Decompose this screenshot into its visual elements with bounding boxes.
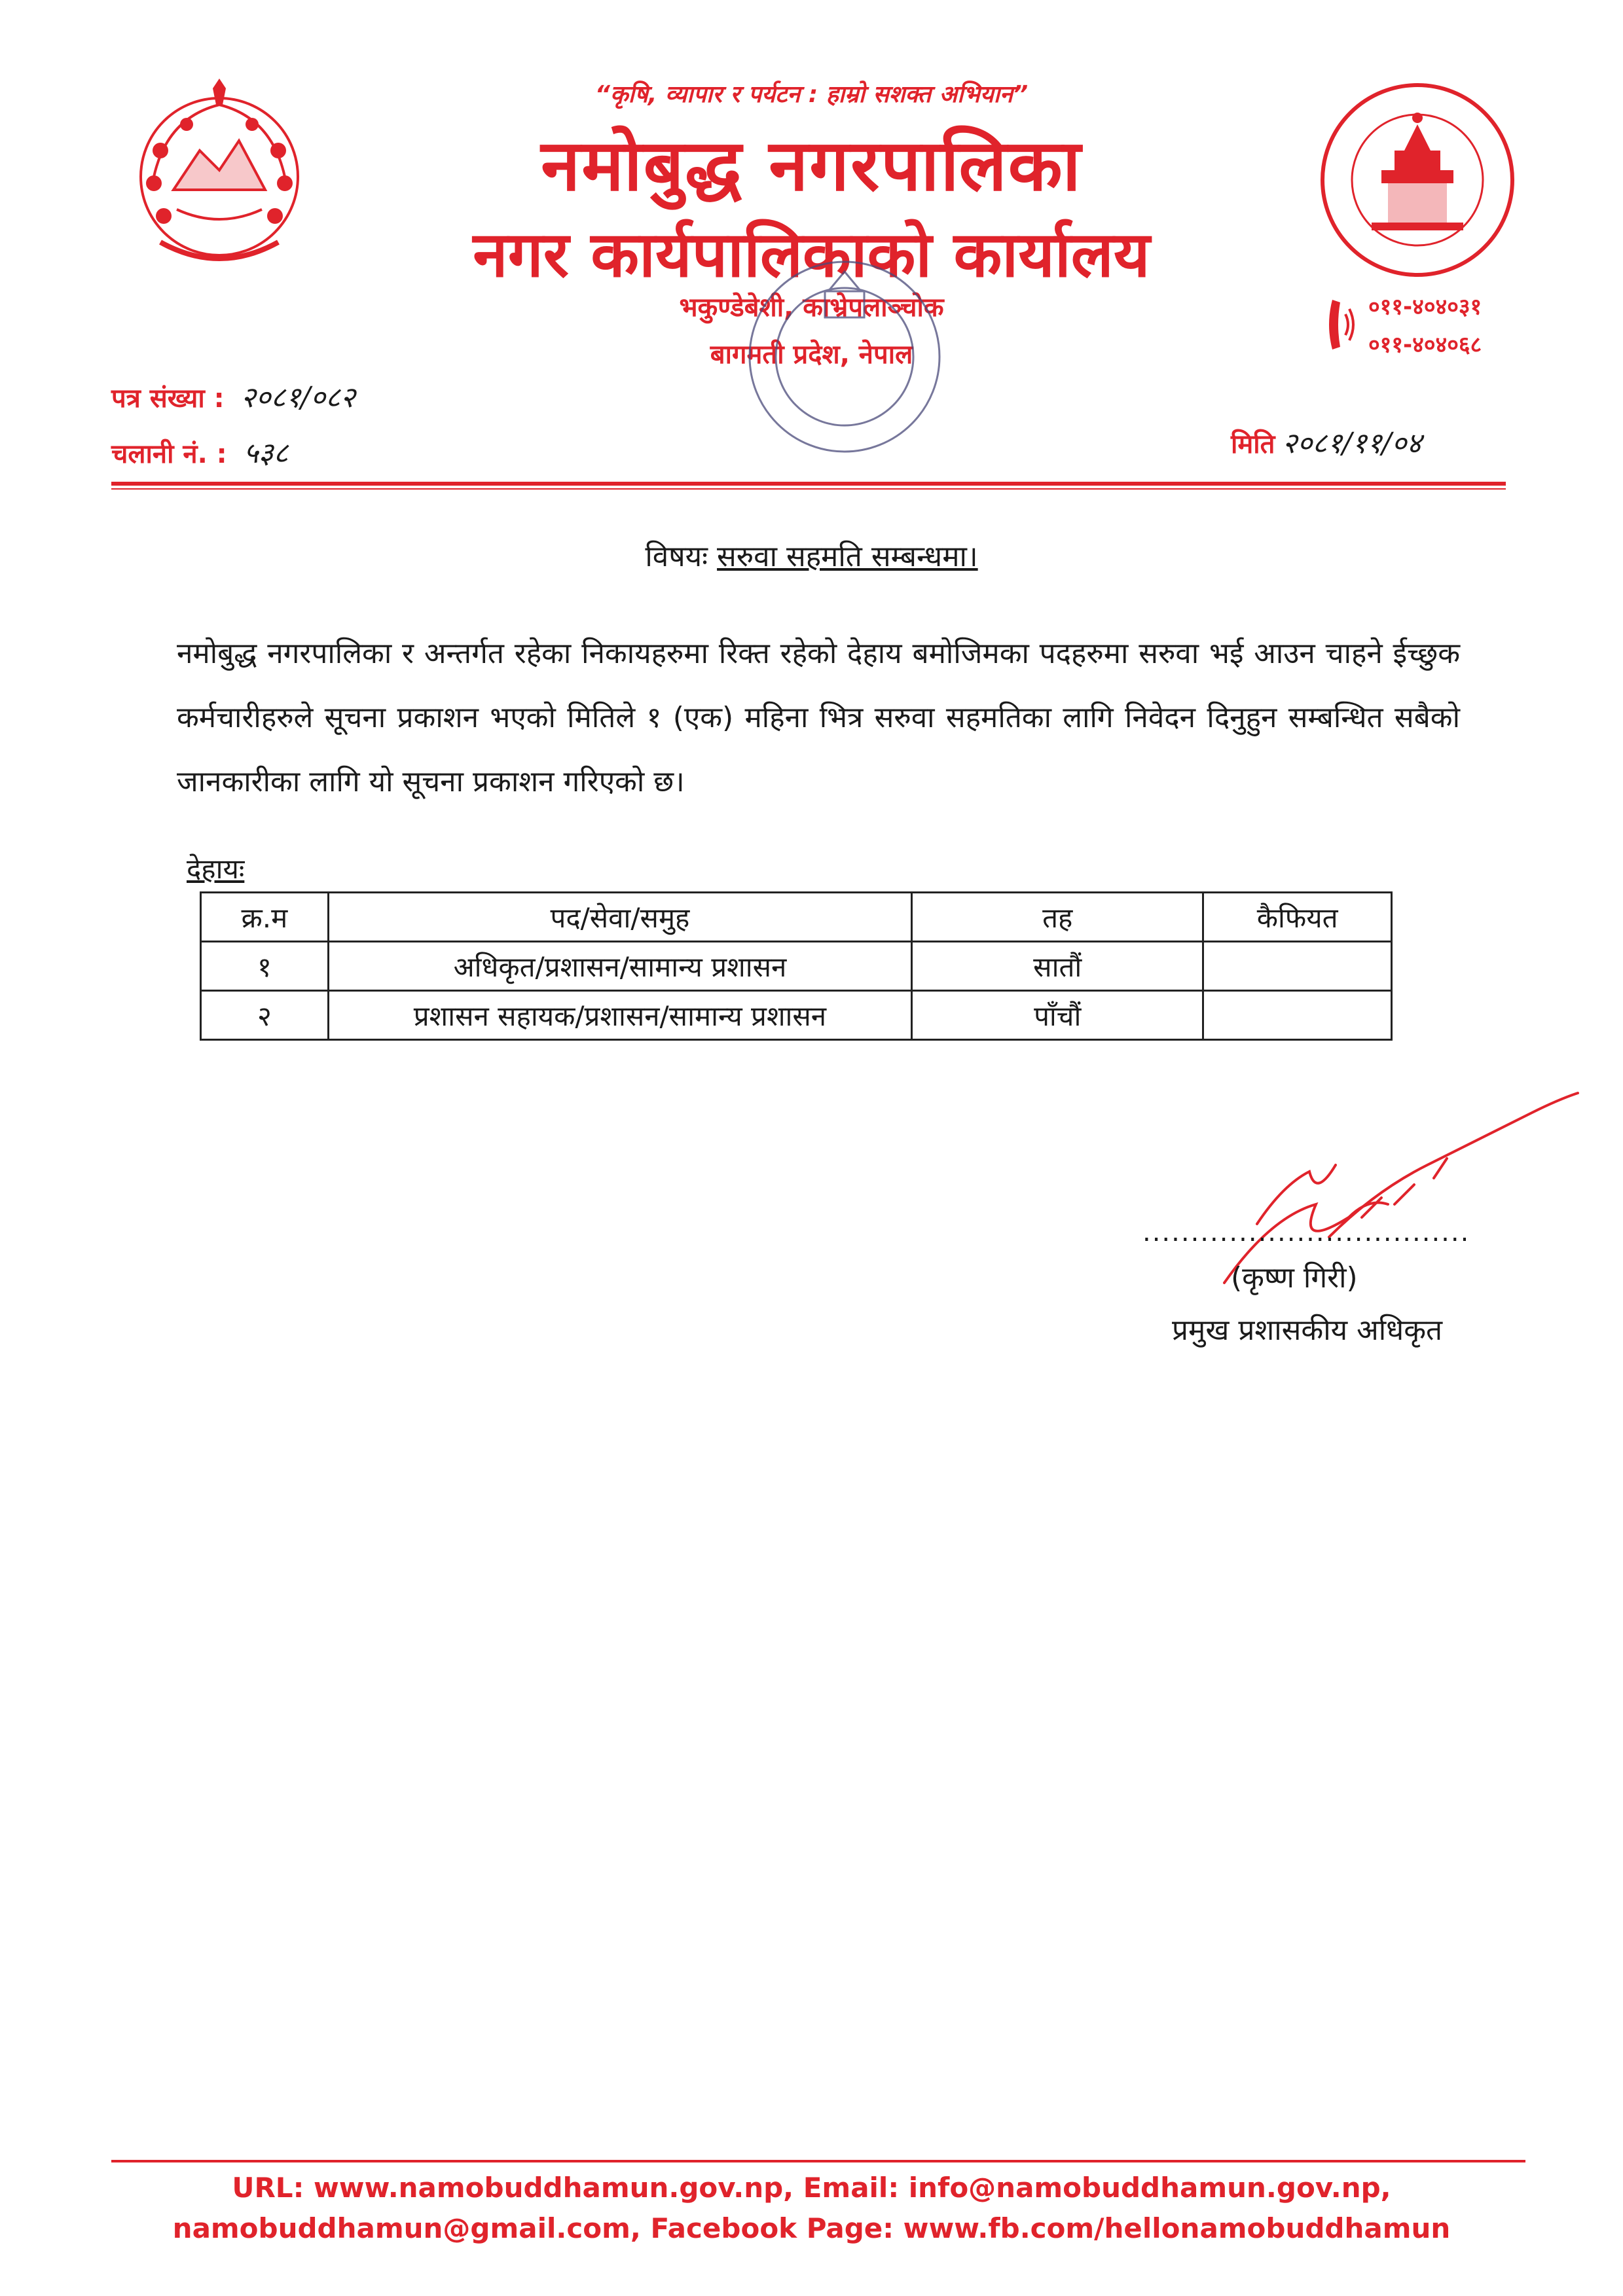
cell-remarks	[1203, 991, 1392, 1040]
letter-number-value: २०८१/०८२	[240, 381, 356, 414]
annex-label: देहायः	[187, 853, 245, 885]
header-level: तह	[912, 893, 1203, 942]
letter-number-label: पत्र संख्या :	[111, 384, 225, 414]
dispatch-number-value: ५३८	[243, 437, 289, 470]
signatory-name: (कृष्ण गिरी)	[1231, 1261, 1358, 1295]
phone-numbers	[1368, 288, 1482, 364]
signature-line: ..................................	[1142, 1217, 1470, 1247]
subject-text: सरुवा सहमति सम्बन्धमा।	[717, 540, 978, 573]
cell-remarks	[1203, 942, 1392, 991]
cell-serial: २	[201, 991, 329, 1040]
cell-level: सातौं	[912, 942, 1203, 991]
cell-post: प्रशासन सहायक/प्रशासन/सामान्य प्रशासन	[328, 991, 911, 1040]
header-remarks: कैफियत	[1203, 893, 1392, 942]
subject	[0, 535, 1623, 575]
vacancy-table	[200, 891, 1393, 1041]
phone-icon	[1326, 295, 1357, 355]
footer-divider	[111, 2160, 1525, 2162]
table-row	[201, 991, 1392, 1040]
header-divider	[111, 482, 1506, 486]
notice-body: नमोबुद्ध नगरपालिका र अन्तर्गत रहेका निकायहरुमा रिक्त रहेको देहाय बमोजिमका पदहरुमा सरुवा भई आउन चाहने ईच्छुक कर्मचारीहरुले सूचना प्रकाशन भएको मितिले १ (एक) महिना भित्र सरुवा सहमतिका लागि निवेदन दिनुहुन सम्बन्धित सबैको जानकारीका लागि यो सूचना प्रकाशन गरिएको छ।	[177, 637, 1460, 798]
table-row	[201, 942, 1392, 991]
dispatch-number-label: चलानी नं. :	[111, 439, 227, 469]
municipality-name: नमोबुद्ध नगरपालिका	[541, 125, 1082, 207]
subject-label: विषयः	[645, 540, 708, 573]
date	[1231, 422, 1421, 461]
office-stamp	[707, 252, 982, 461]
address-line-1: भकुण्डेबेशी, काभ्रेपलाञ्चोक	[679, 293, 944, 323]
header-divider-thin	[111, 488, 1506, 490]
footer-contact-line-2: namobuddhamun@gmail.com, Facebook Page: www.fb.com/hellonamobuddhamun	[172, 2212, 1451, 2244]
slogan: “कृषि, व्यापार र पर्यटन : हाम्रो सशक्त अभियान”	[594, 81, 1029, 108]
cell-serial: १	[201, 942, 329, 991]
letter-number	[111, 376, 356, 416]
header-post: पद/सेवा/समुह	[328, 893, 911, 942]
office-name: नगर कार्यपालिकाको कार्यालय	[473, 218, 1150, 291]
header-serial: क्र.म	[201, 893, 329, 942]
table-header-row	[201, 893, 1392, 942]
signatory-title: प्रमुख प्रशासकीय अधिकृत	[1172, 1314, 1443, 1347]
phone-number-1: ०११-४०४०३१	[1368, 294, 1482, 320]
footer-contact-line-1: URL: www.namobuddhamun.gov.np, Email: info@namobuddhamun.gov.np,	[232, 2172, 1391, 2204]
date-value: २०८१/११/०४	[1282, 427, 1422, 460]
municipality-logo-icon	[1316, 79, 1519, 281]
cell-level: पाँचौं	[912, 991, 1203, 1040]
phone-number-2: ०११-४०४०६८	[1368, 332, 1482, 358]
cell-post: अधिकृत/प्रशासन/सामान्य प्रशासन	[328, 942, 911, 991]
address-line-2: बागमती प्रदेश, नेपाल	[710, 340, 913, 370]
date-label: मिति	[1231, 429, 1275, 459]
dispatch-number	[111, 432, 288, 471]
